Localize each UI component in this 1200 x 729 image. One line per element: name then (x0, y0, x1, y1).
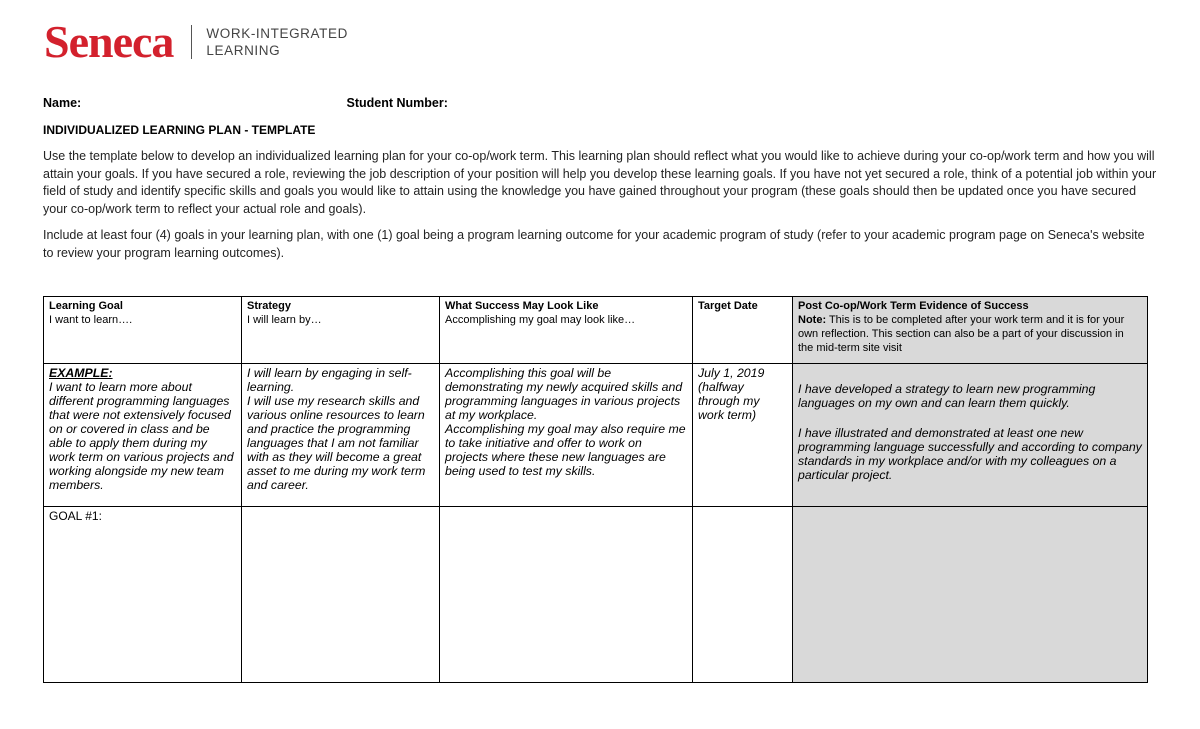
header-learning-goal (44, 297, 242, 364)
goal-1-target-date-cell[interactable] (693, 507, 793, 683)
goal-1-label: GOAL #1: (49, 509, 102, 523)
header-success (440, 297, 693, 364)
seneca-logo: Seneca (44, 16, 174, 67)
note-text: This is to be completed after your work term and it is for your own reflection. This section can also be a part of your discussion in the mid-term site visit (798, 314, 1125, 354)
document-title: INDIVIDUALIZED LEARNING PLAN - TEMPLATE (43, 123, 316, 137)
header-subtitle: I want to learn…. (49, 314, 133, 326)
example-strategy-cell[interactable] (242, 364, 440, 507)
learning-plan-table (43, 296, 1148, 683)
example-learning-goal-cell[interactable] (44, 364, 242, 507)
example-success-1: Accomplishing this goal will be demonstrating my newly acquired skills and programming languages in various projects at my workplace. (445, 366, 683, 422)
student-number-label: Student Number: (346, 96, 448, 110)
header-title: Post Co-op/Work Term Evidence of Success (798, 300, 1029, 312)
header (44, 18, 348, 66)
header-title: Strategy (247, 300, 292, 312)
header-title: Target Date (698, 300, 758, 312)
example-row (44, 364, 1148, 507)
header-evidence (793, 297, 1148, 364)
header-note (798, 313, 1142, 355)
instructions-paragraph-1: Use the template below to develop an individualized learning plan for your co-op/work term. This learning plan should reflect what you would like to achieve during your co-op/work term and how you will attain your goals. If you have secured a role, reviewing the job description of your position will help you develop these learning goals. If you have not yet secured a role, think of a potential job within your field of study and identify specific skills and goals you would like to attain using the knowledge you have gained throughout your program (these goals should then be updated once you have secured your co-op/work term to reflect your actual role and goals). (43, 149, 1157, 216)
instructions-paragraph-2: Include at least four (4) goals in your learning plan, with one (1) goal being a program learning outcome for your academic program of study (refer to your academic program page on Seneca's website to review your program learning outcomes). (43, 228, 1145, 260)
example-evidence-cell[interactable] (793, 364, 1148, 507)
example-label: EXAMPLE: (49, 366, 113, 380)
department-line-2: LEARNING (206, 43, 281, 58)
example-success-cell[interactable] (440, 364, 693, 507)
table-header-row (44, 297, 1148, 364)
example-evidence-1: I have developed a strategy to learn new programming languages on my own and can learn them quickly. (798, 382, 1096, 410)
department-line-1: WORK-INTEGRATED (206, 26, 348, 41)
note-label: Note: (798, 314, 827, 326)
goal-1-row (44, 507, 1148, 683)
department-name (206, 25, 348, 59)
example-target-date-cell[interactable] (693, 364, 793, 507)
goal-1-success-cell[interactable] (440, 507, 693, 683)
header-strategy (242, 297, 440, 364)
student-fields (43, 96, 448, 110)
example-success-2: Accomplishing my goal may also require me to take initiative and offer to work on projects where these new languages are being used to test my skills. (445, 422, 686, 478)
example-evidence-2: I have illustrated and demonstrated at least one new programming language successfully and according to company standards in my workplace and/or with my colleagues on a particular project. (798, 426, 1142, 482)
header-subtitle: Accomplishing my goal may look like… (445, 314, 636, 326)
header-title: What Success May Look Like (445, 300, 599, 312)
header-subtitle: I will learn by… (247, 314, 322, 326)
example-strategy-1: I will learn by engaging in self-learning. (247, 366, 412, 394)
name-label: Name: (43, 96, 82, 110)
goal-1-learning-goal-cell[interactable] (44, 507, 242, 683)
example-learning-goal: I want to learn more about different programming languages that were not extensively focused on or covered in class and be able to apply them during my work term on various projects and working alongside my new team members. (49, 380, 234, 492)
header-title: Learning Goal (49, 300, 123, 312)
goal-1-strategy-cell[interactable] (242, 507, 440, 683)
goal-1-evidence-cell[interactable] (793, 507, 1148, 683)
header-target-date (693, 297, 793, 364)
spacer (798, 366, 1142, 382)
logo-divider (191, 25, 192, 59)
example-strategy-2: I will use my research skills and various online resources to learn and practice the programming languages that I am not familiar with as they will become a great asset to me during my work term and career. (247, 394, 426, 492)
example-target-date: July 1, 2019 (halfway through my work term) (698, 366, 765, 422)
spacer (798, 410, 1142, 426)
